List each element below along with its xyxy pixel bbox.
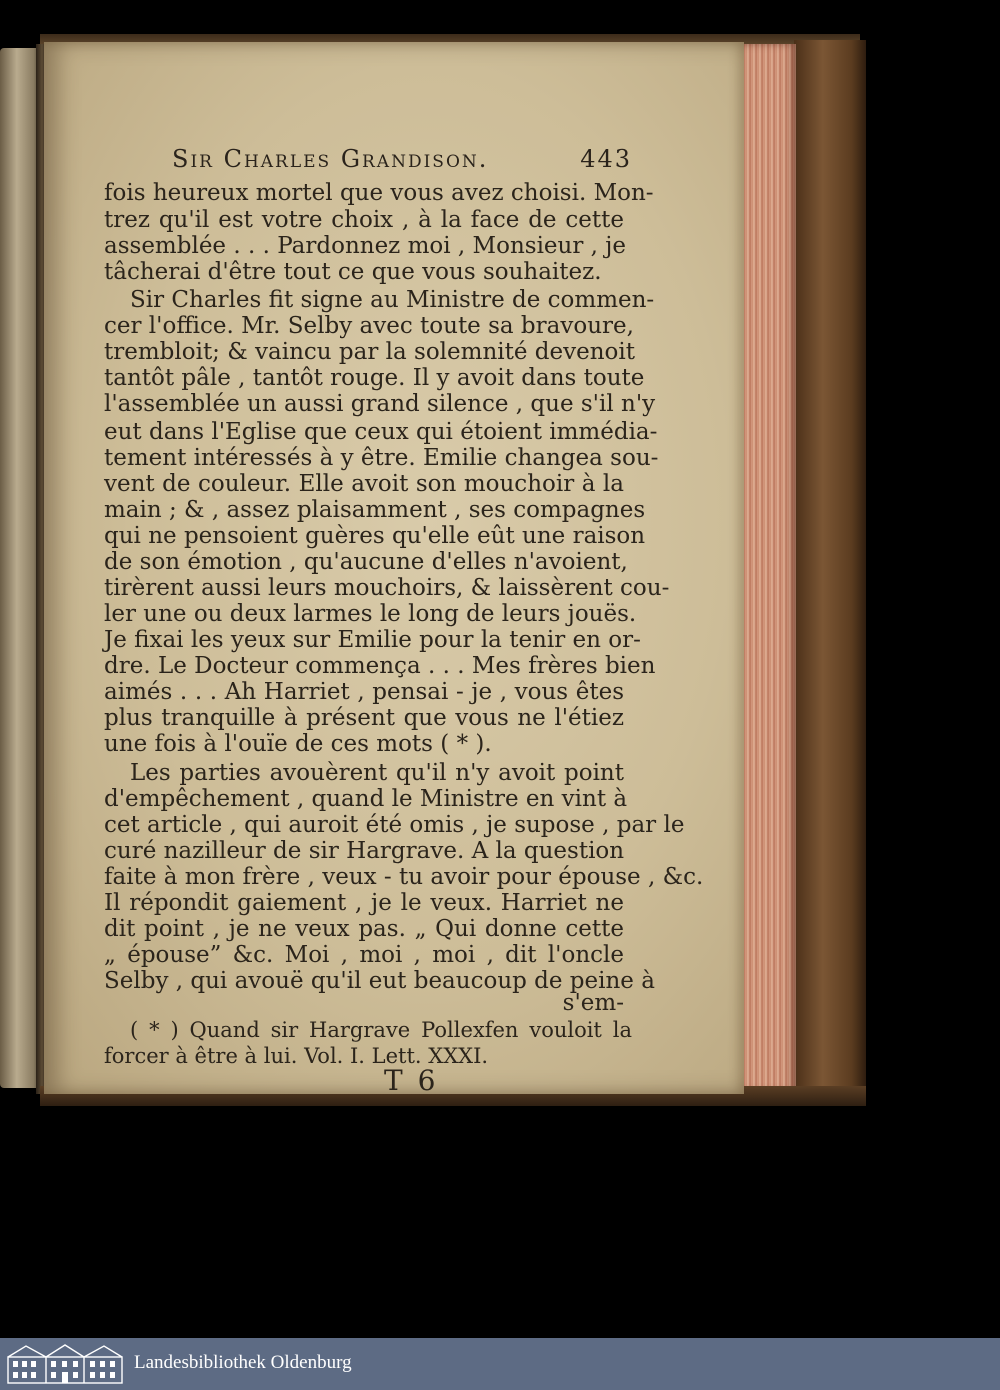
page-number: 443 [580, 145, 632, 173]
body-line: dit point , je ne veux pas. „ Qui donne cette [104, 916, 624, 942]
body-line: fois heureux mortel que vous avez choisi. Mon- [104, 180, 654, 206]
body-line: Il répondit gaiement , je le veux. Harriet ne [104, 890, 624, 916]
body-line: s'em- [562, 990, 624, 1016]
book-cover-right [794, 40, 866, 1098]
body-line: dre. Le Docteur commença . . . Mes frères bien [104, 653, 656, 679]
body-line: Sir Charles fit signe au Ministre de commen- [130, 287, 655, 313]
body-line: cer l'office. Mr. Selby avec toute sa bravoure, [104, 313, 634, 339]
body-line: ler une ou deux larmes le long de leurs jouës. [104, 601, 637, 627]
body-line: Selby , qui avouë qu'il eut beaucoup de peine à [104, 968, 655, 994]
body-line: trez qu'il est votre choix , à la face de cette [104, 207, 624, 233]
body-line: plus tranquille à présent que vous ne l'étiez [104, 705, 624, 731]
body-line: main ; & , assez plaisamment , ses compagnes [104, 497, 646, 523]
body-line: qui ne pensoient guères qu'elle eût une raison [104, 523, 646, 549]
running-head-title: Sir Charles Grandison. [172, 145, 489, 173]
body-line: tirèrent aussi leurs mouchoirs, & laissèrent cou- [104, 575, 670, 601]
body-line: tantôt pâle , tantôt rouge. Il y avoit dans toute [104, 365, 645, 391]
footer-bar [0, 1338, 1000, 1390]
library-building-icon [6, 1343, 124, 1385]
page-edges [740, 44, 796, 1092]
body-line: „ épouse” &c. Moi , moi , moi , dit l'oncle [104, 942, 624, 968]
running-head [172, 145, 632, 173]
body-line: l'assemblée un aussi grand silence , que s'il n'y [104, 391, 656, 417]
body-line: cet article , qui auroit été omis , je supose , par le [104, 812, 685, 838]
body-line: vent de couleur. Elle avoit son mouchoir à la [104, 471, 624, 497]
body-line: faite à mon frère , veux - tu avoir pour épouse , &c. [104, 864, 704, 890]
body-line: trembloit; & vaincu par la solemnité devenoit [104, 339, 635, 365]
body-line: aimés . . . Ah Harriet , pensai - je , vous êtes [104, 679, 624, 705]
footnote-line: ( * ) Quand sir Hargrave Pollexfen vouloit la [130, 1018, 632, 1042]
body-line: Les parties avouèrent qu'il n'y avoit point [130, 760, 624, 786]
signature-mark: T 6 [384, 1064, 439, 1097]
body-line: tement intéressés à y être. Emilie changea sou- [104, 445, 659, 471]
body-line: tâcherai d'être tout ce que vous souhaitez. [104, 259, 602, 285]
library-name: Landesbibliothek Oldenburg [134, 1352, 352, 1373]
body-line: assemblée . . . Pardonnez moi , Monsieur , je [104, 233, 627, 259]
body-line: Je fixai les yeux sur Emilie pour la tenir en or- [104, 627, 641, 653]
footnote-line: forcer à être à lui. Vol. I. Lett. XXXI. [104, 1044, 489, 1068]
body-line: de son émotion , qu'aucune d'elles n'avoient, [104, 549, 628, 575]
body-line: curé nazilleur de sir Hargrave. A la question [104, 838, 625, 864]
body-line: eut dans l'Eglise que ceux qui étoient immédia- [104, 419, 658, 445]
body-line: une fois à l'ouïe de ces mots ( * ). [104, 731, 492, 757]
body-line: d'empêchement , quand le Ministre en vint à [104, 786, 628, 812]
